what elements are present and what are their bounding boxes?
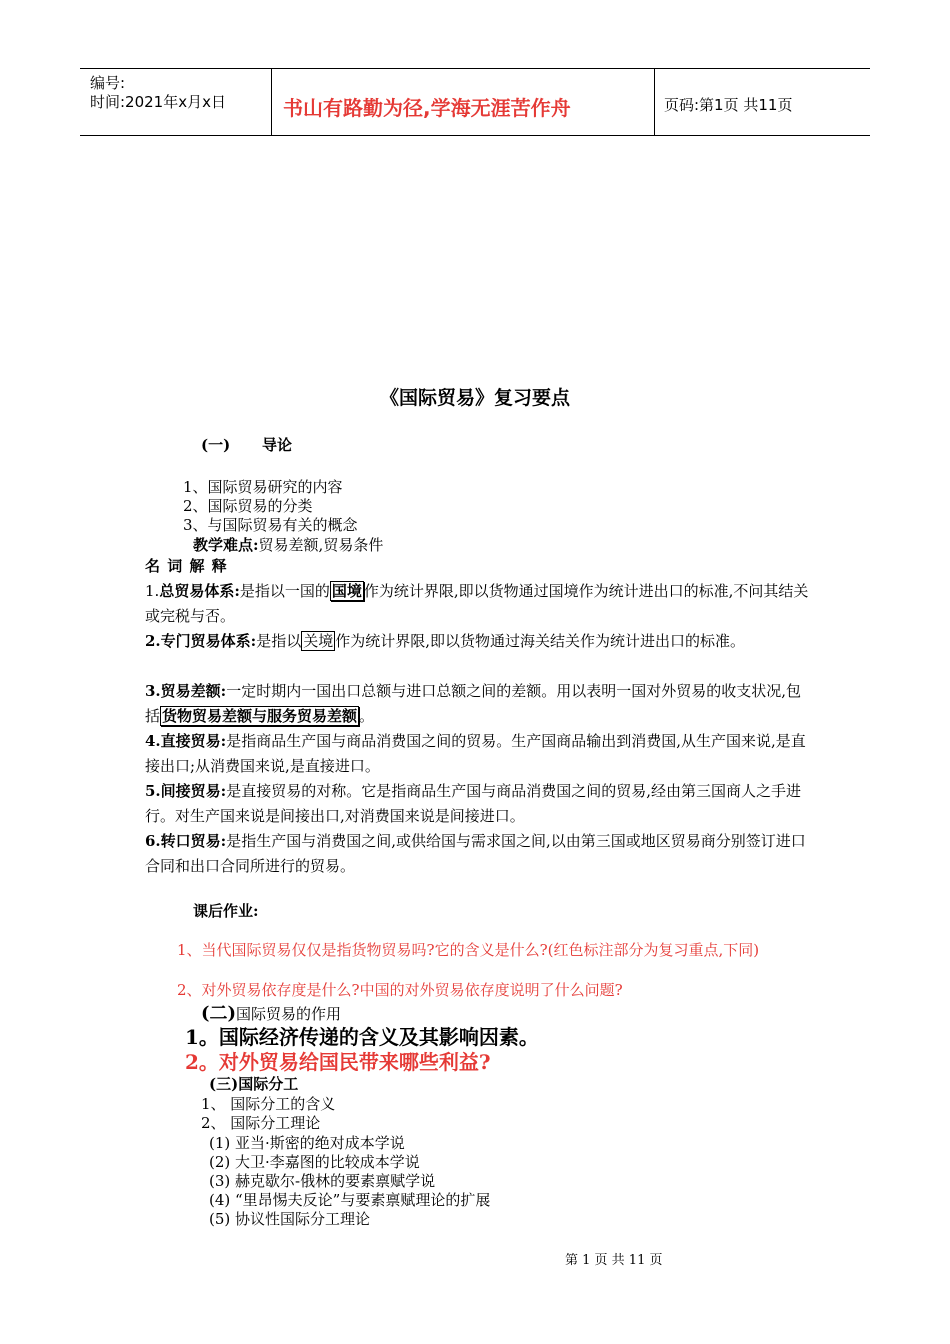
term-text: 是指以 <box>256 632 302 650</box>
doc-title: 《国际贸易》复习要点 <box>379 387 570 409</box>
term-name: 贸易差额: <box>160 682 227 700</box>
difficulty-line <box>193 534 383 555</box>
term-text: 一定时期内一国出口总额与进口总额之间的差额。用以表明一国对外贸易的收支状况,包括 <box>145 682 801 725</box>
sec3-title: (三)国际分工 <box>209 1075 299 1093</box>
sec3-subitem: (4) “里昂惕夫反论”与要素禀赋理论的扩展 <box>209 1191 491 1209</box>
term-6 <box>145 829 810 879</box>
term-number: 3. <box>145 682 161 700</box>
term-text: 是直接贸易的对称。它是指商品生产国与商品消费国之间的贸易,经由第三国商人之手进行。对生产国来说是间接出口,对消费国来说是间接进口。 <box>145 782 801 825</box>
sec2-num: (二) <box>201 1003 237 1024</box>
term-2 <box>145 629 810 654</box>
term-number: 2. <box>145 632 161 650</box>
term-text: 。 <box>359 707 375 725</box>
sec1-num: (一) <box>201 436 231 454</box>
sec3-item: 1、 国际分工的含义 <box>201 1095 336 1113</box>
term-5 <box>145 779 810 829</box>
term-number: 5. <box>145 782 161 800</box>
term-1 <box>145 579 810 629</box>
page-footer: 第 1 页 共 11 页 <box>565 1253 663 1268</box>
term-text: 是指以一国的 <box>239 582 330 600</box>
sec3-subitem: (2) 大卫·李嘉图的比较成本学说 <box>209 1153 420 1171</box>
sec1-item: 2、国际贸易的分类 <box>183 497 313 515</box>
term-text: 作为统计界限,即以货物通过国境作为统计进出口的标准,不问其结关或完税与否。 <box>145 582 809 625</box>
term-3 <box>145 679 810 729</box>
difficulty-text: 贸易差额,贸易条件 <box>258 536 384 554</box>
term-4 <box>145 729 810 779</box>
sec1-item: 3、与国际贸易有关的概念 <box>183 516 358 534</box>
sec3-subitem: (3) 赫克歇尔-俄林的要素禀赋学说 <box>209 1172 436 1190</box>
term-text: 是指生产国与消费国之间,或供给国与需求国之间,以由第三国或地区贸易商分别签订进口合同和出口合同所进行的贸易。 <box>145 832 806 875</box>
sec3-subitem: (1) 亚当·斯密的绝对成本学说 <box>209 1134 405 1152</box>
boxed-keyword: 国境 <box>331 582 362 600</box>
code-label: 编号: <box>90 74 126 92</box>
term-name: 间接贸易: <box>160 782 227 800</box>
sec1-item: 1、国际贸易研究的内容 <box>183 478 343 496</box>
page-info: 页码:第1页 共11页 <box>664 96 793 114</box>
term-name: 专门贸易体系: <box>160 632 257 650</box>
homework-item: 2、对外贸易依存度是什么?中国的对外贸易依存度说明了什么问题? <box>177 981 623 999</box>
homework-item: 1、当代国际贸易仅仅是指货物贸易吗?它的含义是什么?(红色标注部分为复习重点,下同) <box>177 941 760 959</box>
term-name: 直接贸易: <box>160 732 227 750</box>
sec2-question: 1。国际经济传递的含义及其影响因素。 <box>185 1025 539 1049</box>
boxed-keyword: 关境 <box>303 632 334 650</box>
term-number: 6. <box>145 832 161 850</box>
term-name: 总贸易体系: <box>159 582 240 600</box>
sec3-item: 2、 国际分工理论 <box>201 1114 321 1132</box>
term-text: 是指商品生产国与商品消费国之间的贸易。生产国商品输出到消费国,从生产国来说,是直接出口;从消费国来说,是直接进口。 <box>145 732 806 775</box>
boxed-keyword: 货物贸易差额与服务贸易差额 <box>162 707 358 725</box>
time-label: 时间:2021年x月x日 <box>90 93 226 111</box>
term-text: 作为统计界限,即以货物通过海关结关作为统计进出口的标准。 <box>335 632 746 650</box>
term-number: 4. <box>145 732 161 750</box>
motto: 书山有路勤为径,学海无涯苦作舟 <box>283 96 571 120</box>
sec2-question: 2。对外贸易给国民带来哪些利益? <box>185 1050 491 1074</box>
terms-heading: 名 词 解 释 <box>145 557 228 575</box>
term-number: 1. <box>145 582 160 600</box>
sec2-title: 国际贸易的作用 <box>236 1005 342 1023</box>
difficulty-label: 教学难点: <box>193 536 259 554</box>
term-name: 转口贸易: <box>160 832 227 850</box>
sec1-title: 导论 <box>262 436 293 454</box>
homework-heading: 课后作业: <box>193 902 259 920</box>
sec3-subitem: (5) 协议性国际分工理论 <box>209 1210 371 1228</box>
